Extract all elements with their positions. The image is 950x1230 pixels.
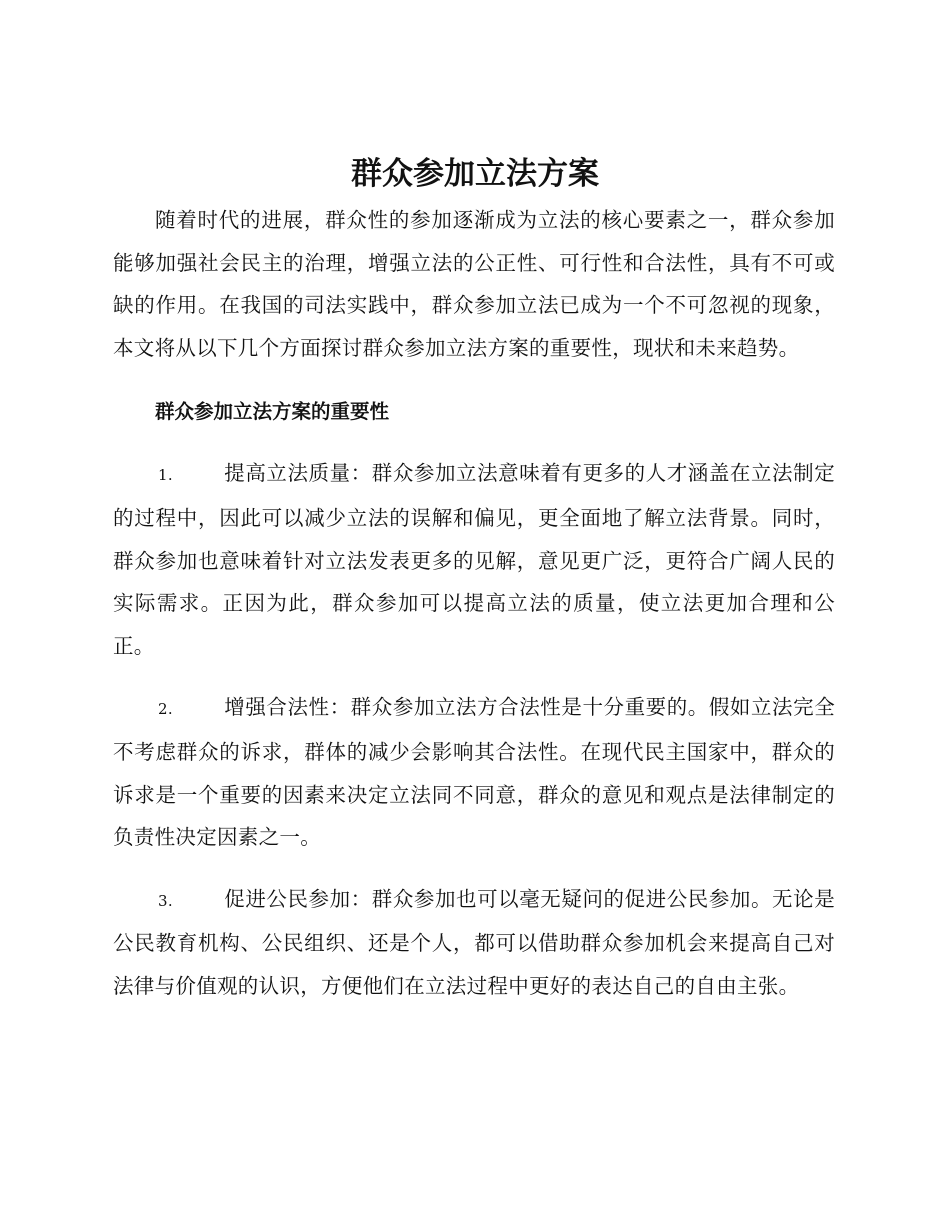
- list-item: [113, 878, 835, 1008]
- section-heading: 群众参加立法方案的重要性: [155, 400, 390, 424]
- intro-paragraph: 随着时代的进展，群众性的参加逐渐成为立法的核心要素之一，群众参加能够加强社会民主的治理，增强立法的公正性、可行性和合法性，具有不可或缺的作用。在我国的司法实践中，群众参加立法已成为一个不可忽视的现象，本文将从以下几个方面探讨群众参加立法方案的重要性，现状和未来趋势。: [113, 208, 835, 360]
- list-item-number: 1.: [158, 466, 173, 485]
- list-item: [113, 686, 835, 858]
- list-item-text: 促进公民参加：群众参加也可以毫无疑问的促进公民参加。无论是公民教育机构、公民组织、还是个人，都可以借助群众参加机会来提高自己对法律与价值观的认识，方便他们在立法过程中更好的表达自己的自由主张。: [113, 886, 835, 998]
- list-item-number: 2.: [158, 700, 173, 719]
- list-item-text: 增强合法性：群众参加立法方合法性是十分重要的。假如立法完全不考虑群众的诉求，群体的减少会影响其合法性。在现代民主国家中，群众的诉求是一个重要的因素来决定立法同不同意，群众的意见和观点是法律制定的负责性决定因素之一。: [113, 695, 835, 850]
- list-item-text: 提高立法质量：群众参加立法意味着有更多的人才涵盖在立法制定的过程中，因此可以减少立法的误解和偏见，更全面地了解立法背景。同时，群众参加也意味着针对立法发表更多的见解，意见更广泛，更符合广阔人民的实际需求。正因为此，群众参加可以提高立法的质量，使立法更加合理和公正。: [113, 461, 835, 658]
- list-item-number: 3.: [158, 891, 173, 910]
- document-title: 群众参加立法方案: [351, 156, 599, 192]
- document-body: [113, 199, 835, 1008]
- list-item: [113, 452, 835, 667]
